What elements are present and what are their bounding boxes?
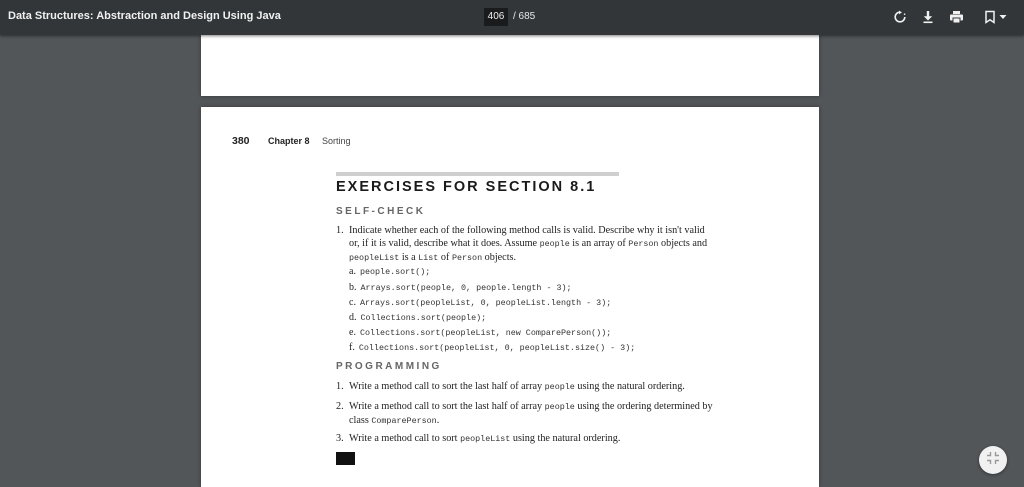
option-f: f. Collections.sort(peopleList, 0, peopleList.size() - 3); xyxy=(349,342,636,353)
fit-page-icon xyxy=(986,451,1000,470)
question-number: 1. xyxy=(336,381,344,392)
option-c: c. Arrays.sort(peopleList, 0, peopleList.length - 3); xyxy=(349,297,612,308)
page-number-input[interactable]: 406 xyxy=(484,8,508,26)
pdf-toolbar xyxy=(0,0,1024,35)
question-number: 1. xyxy=(336,225,344,236)
option-d: d. Collections.sort(people); xyxy=(349,312,487,323)
question-line: peopleList is a List of Person objects. xyxy=(349,252,517,263)
download-icon[interactable] xyxy=(920,9,936,25)
programming-1: 1. Write a method call to sort the last half of array people using the natural ordering. xyxy=(336,381,685,392)
end-of-section-mark xyxy=(336,452,355,465)
programming-heading: PROGRAMMING xyxy=(336,361,442,372)
option-e: e. Collections.sort(peopleList, new ComparePerson()); xyxy=(349,327,612,338)
print-icon[interactable] xyxy=(948,9,964,25)
document-title: Data Structures: Abstraction and Design Using Java xyxy=(8,10,281,22)
section-title: EXERCISES FOR SECTION 8.1 xyxy=(336,179,597,195)
option-a: a. people.sort(); xyxy=(349,266,431,277)
chevron-down-icon[interactable] xyxy=(997,9,1009,25)
bookmark-icon[interactable] xyxy=(982,9,998,25)
selfcheck-heading: SELF-CHECK xyxy=(336,206,426,217)
section-rule xyxy=(336,172,619,176)
fit-page-button[interactable] xyxy=(979,446,1007,474)
option-b: b. Arrays.sort(people, 0, people.length - 3); xyxy=(349,282,572,293)
question-line: or, if it is valid, describe what it does. Assume people is an array of Person objects and xyxy=(349,238,708,249)
question-number: 3. xyxy=(336,433,344,444)
question-1 xyxy=(336,224,766,265)
pdf-page xyxy=(201,107,819,487)
question-line: Indicate whether each of the following method calls is valid. Describe why it isn't valid xyxy=(349,225,705,236)
chapter-title: Sorting xyxy=(322,136,351,146)
page-total: / 685 xyxy=(513,11,536,22)
programming-2: 2. Write a method call to sort the last half of array people using the ordering determined by class ComparePerson. xyxy=(336,401,713,426)
programming-3: 3. Write a method call to sort peopleList using the natural ordering. xyxy=(336,433,621,444)
rotate-icon[interactable] xyxy=(892,9,908,25)
previous-page xyxy=(201,35,819,96)
page-header-number: 380 xyxy=(232,135,250,147)
chapter-label: Chapter 8 xyxy=(268,136,310,146)
question-number: 2. xyxy=(336,401,344,412)
